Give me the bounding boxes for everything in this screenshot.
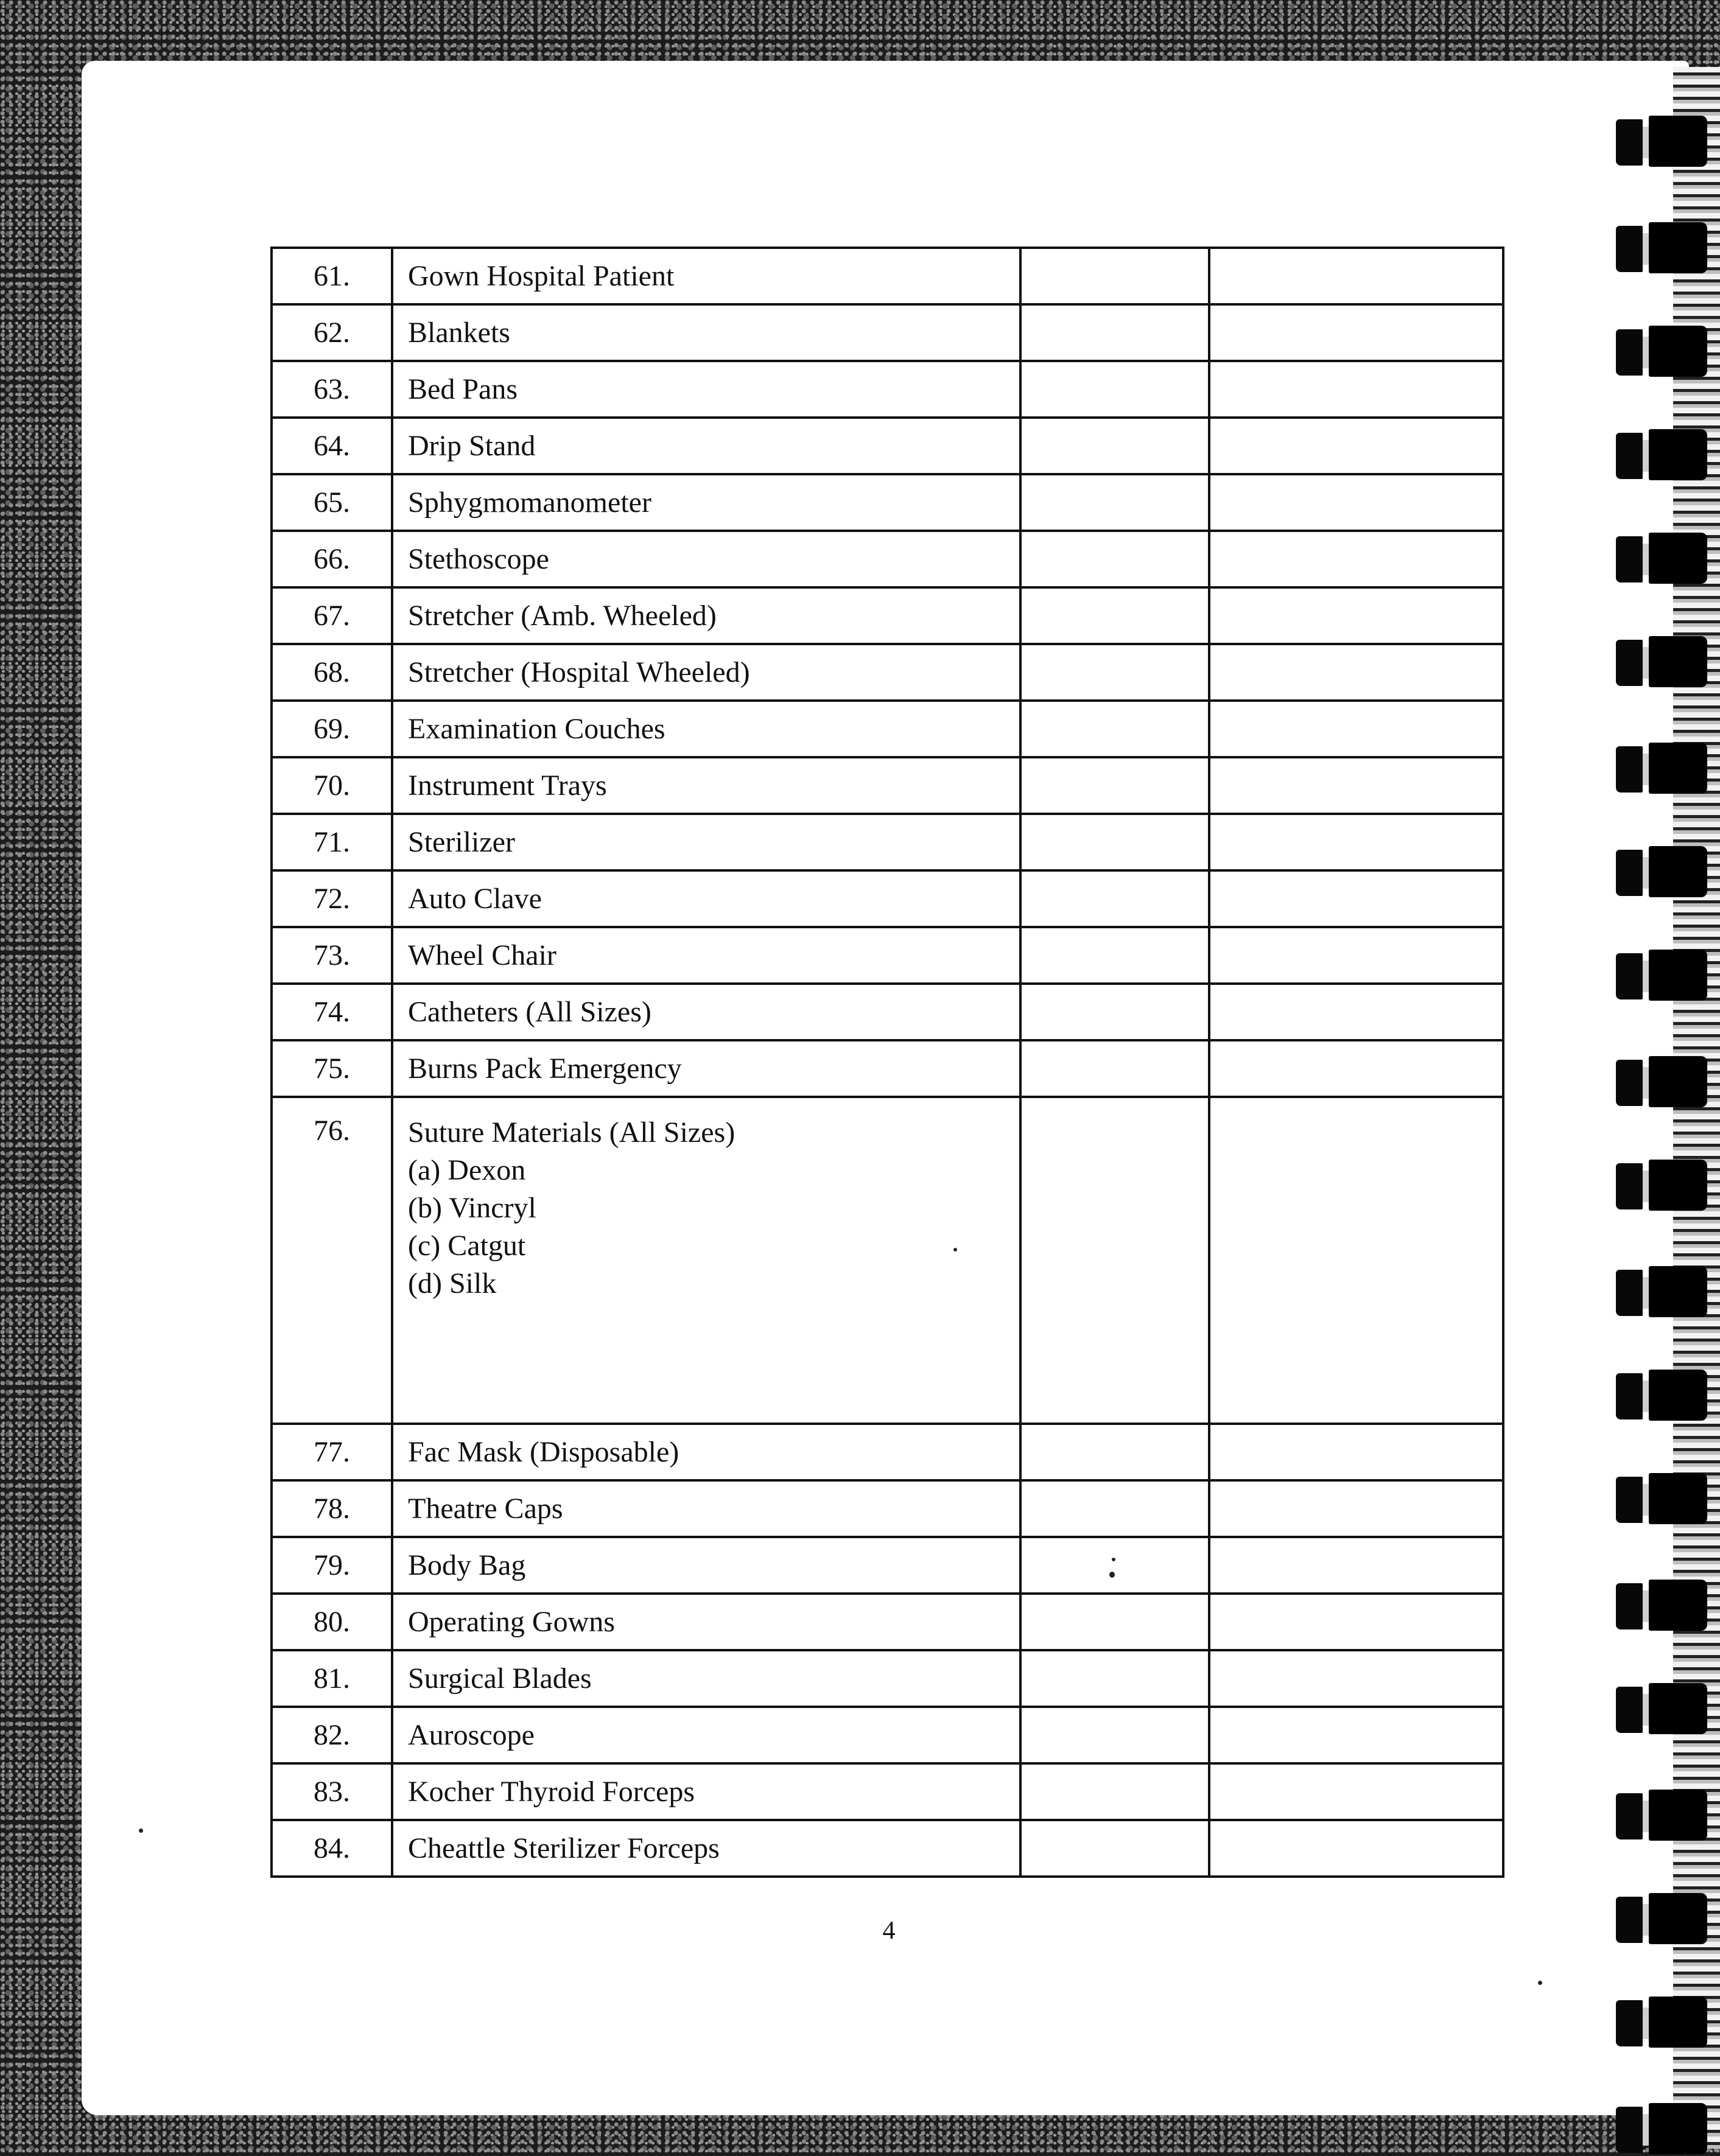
blank-cell (1209, 1097, 1503, 1423)
binding-ring (1616, 1160, 1707, 1211)
binding-ring (1616, 2103, 1707, 2154)
row-item: Sphygmomanometer (392, 474, 1020, 531)
blank-cell (1020, 870, 1209, 927)
table-row (272, 757, 1503, 814)
blank-cell (1020, 1040, 1209, 1097)
row-item: Cheattle Sterilizer Forceps (392, 1820, 1020, 1877)
row-number: 76. (272, 1097, 392, 1423)
blank-cell (1020, 1763, 1209, 1820)
blank-cell (1020, 361, 1209, 418)
scan-speck (139, 1829, 143, 1833)
blank-cell (1209, 1650, 1503, 1707)
table-row (272, 474, 1503, 531)
blank-cell (1020, 1820, 1209, 1877)
sub-item: (c) Catgut (408, 1230, 526, 1262)
sub-item: (a) Dexon (408, 1154, 526, 1187)
binding-ring (1616, 1790, 1707, 1841)
row-item: Wheel Chair (392, 927, 1020, 984)
row-number: 80. (272, 1594, 392, 1650)
blank-cell (1020, 1707, 1209, 1763)
table-row (272, 248, 1503, 304)
table-row (272, 1537, 1503, 1594)
row-number: 63. (272, 361, 392, 418)
row-number: 78. (272, 1480, 392, 1537)
row-item: Theatre Caps (392, 1480, 1020, 1537)
blank-cell (1209, 1040, 1503, 1097)
blank-cell (1209, 1537, 1503, 1594)
binding-ring (1616, 533, 1707, 584)
blank-cell (1209, 1820, 1503, 1877)
row-item: Gown Hospital Patient (392, 248, 1020, 304)
blank-cell (1020, 984, 1209, 1040)
row-item: Kocher Thyroid Forceps (392, 1763, 1020, 1820)
sub-item: (b) Vincryl (408, 1192, 536, 1225)
binding-ring (1616, 1473, 1707, 1524)
table-row (272, 361, 1503, 418)
table-row-with-sub-items (272, 1097, 1503, 1423)
blank-cell (1209, 304, 1503, 361)
blank-cell (1020, 757, 1209, 814)
row-item: Surgical Blades (392, 1650, 1020, 1707)
equipment-table-body (272, 248, 1503, 1877)
row-item: Examination Couches (392, 701, 1020, 757)
binding-ring (1616, 1056, 1707, 1107)
spiral-binding (1601, 67, 1720, 2149)
blank-cell (1020, 304, 1209, 361)
table-row (272, 701, 1503, 757)
row-item: Body Bag (392, 1537, 1020, 1594)
row-number: 62. (272, 304, 392, 361)
blank-cell (1209, 587, 1503, 644)
scan-speck (1538, 1981, 1542, 1985)
blank-cell (1209, 361, 1503, 418)
binding-ring (1616, 1893, 1707, 1944)
row-number: 68. (272, 644, 392, 701)
row-number: 77. (272, 1424, 392, 1480)
row-number: 71. (272, 814, 392, 870)
blank-cell (1020, 1424, 1209, 1480)
table-row (272, 814, 1503, 870)
row-item: Blankets (392, 304, 1020, 361)
blank-cell (1209, 418, 1503, 474)
row-item: Instrument Trays (392, 757, 1020, 814)
binding-ring (1616, 1266, 1707, 1317)
blank-cell (1209, 1424, 1503, 1480)
row-item: Auroscope (392, 1707, 1020, 1763)
blank-cell (1020, 587, 1209, 644)
blank-cell (1209, 474, 1503, 531)
blank-cell (1020, 1650, 1209, 1707)
blank-cell (1209, 814, 1503, 870)
row-number: 64. (272, 418, 392, 474)
binding-ring (1616, 429, 1707, 480)
row-number: 65. (272, 474, 392, 531)
blank-cell (1209, 1707, 1503, 1763)
blank-cell (1209, 531, 1503, 587)
blank-cell (1020, 814, 1209, 870)
table-row (272, 927, 1503, 984)
blank-cell (1209, 984, 1503, 1040)
blank-cell (1020, 701, 1209, 757)
binding-ring (1616, 222, 1707, 273)
row-number: 82. (272, 1707, 392, 1763)
row-number: 79. (272, 1537, 392, 1594)
blank-cell (1020, 418, 1209, 474)
binding-ring (1616, 1683, 1707, 1734)
blank-cell (1020, 1097, 1209, 1423)
blank-cell (1209, 701, 1503, 757)
binding-ring (1616, 1580, 1707, 1631)
row-item: Stretcher (Amb. Wheeled) (392, 587, 1020, 644)
row-item: Auto Clave (392, 870, 1020, 927)
row-item (392, 1097, 1020, 1423)
blank-cell (1020, 1594, 1209, 1650)
sub-item: (d) Silk (408, 1267, 497, 1300)
row-number: 70. (272, 757, 392, 814)
binding-ring (1616, 1997, 1707, 2048)
scan-speck (1112, 1558, 1115, 1561)
row-item-heading: Suture Materials (All Sizes) (408, 1116, 735, 1149)
row-item: Stretcher (Hospital Wheeled) (392, 644, 1020, 701)
binding-ring (1616, 116, 1707, 167)
blank-cell (1020, 248, 1209, 304)
row-number: 84. (272, 1820, 392, 1877)
row-item: Drip Stand (392, 418, 1020, 474)
table-row (272, 531, 1503, 587)
row-number: 72. (272, 870, 392, 927)
page-number: 4 (882, 1917, 896, 1945)
row-item: Catheters (All Sizes) (392, 984, 1020, 1040)
table-row (272, 418, 1503, 474)
table-row (272, 1763, 1503, 1820)
blank-cell (1209, 757, 1503, 814)
blank-cell (1209, 644, 1503, 701)
table-row (272, 1040, 1503, 1097)
row-item: Burns Pack Emergency (392, 1040, 1020, 1097)
row-number: 73. (272, 927, 392, 984)
row-number: 83. (272, 1763, 392, 1820)
table-row (272, 1820, 1503, 1877)
blank-cell (1209, 927, 1503, 984)
blank-cell (1020, 927, 1209, 984)
blank-cell (1209, 870, 1503, 927)
blank-cell (1209, 248, 1503, 304)
row-number: 81. (272, 1650, 392, 1707)
row-number: 74. (272, 984, 392, 1040)
table-row (272, 587, 1503, 644)
table-row (272, 984, 1503, 1040)
blank-cell (1020, 474, 1209, 531)
binding-ring (1616, 636, 1707, 687)
binding-ring (1616, 950, 1707, 1001)
row-number: 61. (272, 248, 392, 304)
row-item: Bed Pans (392, 361, 1020, 418)
blank-cell (1209, 1480, 1503, 1537)
table-row (272, 1650, 1503, 1707)
table-row (272, 644, 1503, 701)
scan-speck (953, 1248, 957, 1251)
row-item: Stethoscope (392, 531, 1020, 587)
binding-ring (1616, 326, 1707, 377)
table-row (272, 304, 1503, 361)
table-row (272, 1424, 1503, 1480)
blank-cell (1209, 1763, 1503, 1820)
table-row (272, 870, 1503, 927)
row-item: Operating Gowns (392, 1594, 1020, 1650)
blank-cell (1020, 1537, 1209, 1594)
binding-ring (1616, 1370, 1707, 1421)
binding-ring (1616, 743, 1707, 794)
row-item: Sterilizer (392, 814, 1020, 870)
row-number: 67. (272, 587, 392, 644)
table-row (272, 1594, 1503, 1650)
row-number: 75. (272, 1040, 392, 1097)
scan-speck (1109, 1572, 1115, 1578)
blank-cell (1020, 644, 1209, 701)
row-number: 69. (272, 701, 392, 757)
blank-cell (1020, 531, 1209, 587)
equipment-table (270, 247, 1504, 1878)
row-item: Fac Mask (Disposable) (392, 1424, 1020, 1480)
row-number: 66. (272, 531, 392, 587)
blank-cell (1209, 1594, 1503, 1650)
binding-ring (1616, 846, 1707, 897)
table-row (272, 1707, 1503, 1763)
table-row (272, 1480, 1503, 1537)
blank-cell (1020, 1480, 1209, 1537)
